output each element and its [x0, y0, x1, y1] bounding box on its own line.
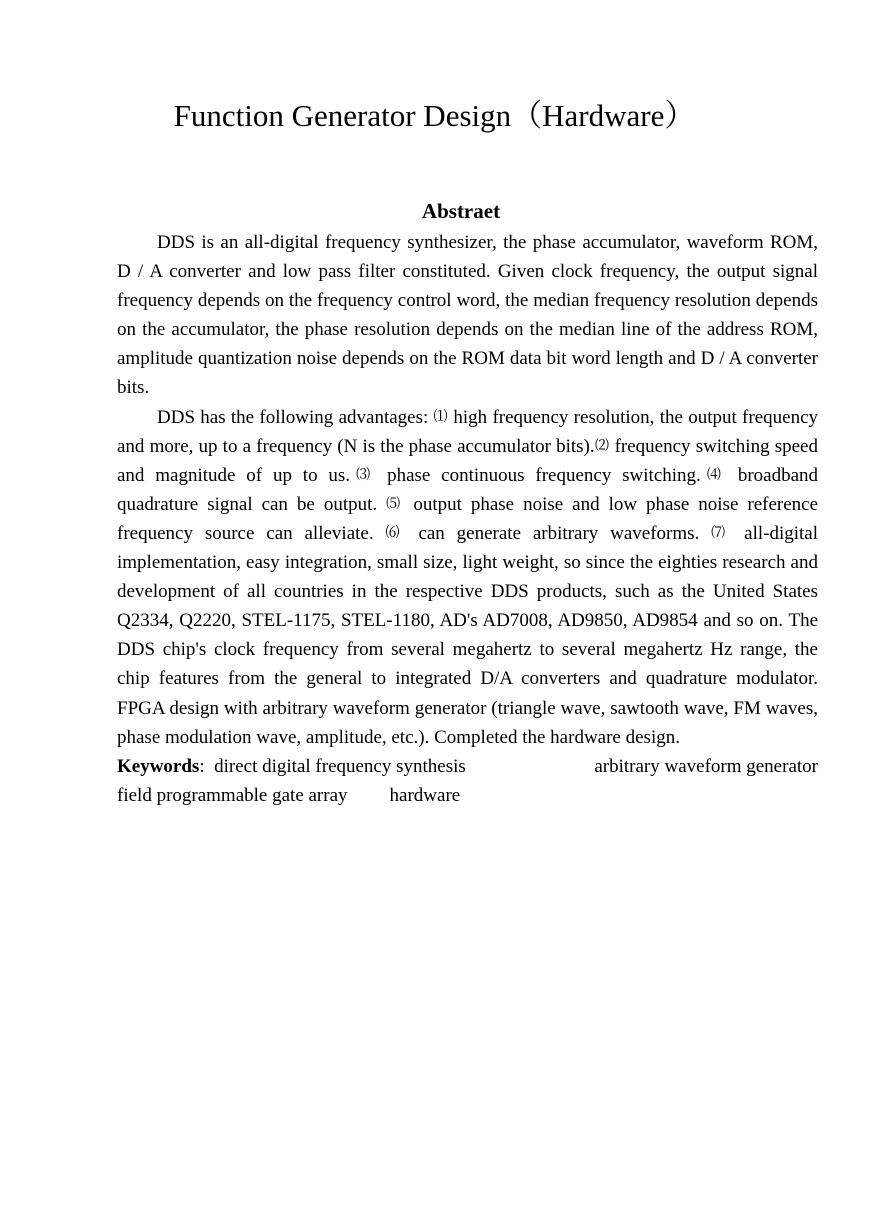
list-number: ⑺: [711, 525, 733, 541]
list-number: ⑶: [350, 467, 377, 483]
keywords-line-2: [117, 781, 818, 810]
paragraph-2-text: broadband quadrature signal can be output.: [117, 464, 819, 515]
document-title: Function Generator Design（Hardware）: [173, 98, 696, 133]
list-number: ⑵: [594, 438, 610, 454]
paragraph-2-text: frequency switching speed and magnitude of up to us.: [117, 435, 818, 486]
keywords-separator: :: [199, 755, 205, 777]
keyword-item: hardware: [389, 784, 461, 806]
abstract-paragraph-2: [117, 403, 818, 752]
list-number: ⑸: [386, 496, 405, 512]
list-number: ⑴: [433, 409, 449, 425]
abstract-paragraph-1: DDS is an all-digital frequency synthesizer, the phase accumulator, waveform ROM, D / A converter and low pass filter constituted. Given clock frequency, the output signal frequency depends on the frequency control word, the median frequency resolution depends on the accumulator, the phase resolution depends on the median line of the address ROM, amplitude quantization noise depends on the ROM data bit word length and D / A converter bits.: [117, 232, 818, 399]
keyword-item: arbitrary waveform generator: [594, 755, 818, 777]
paragraph-2-text: DDS has the following advantages:: [157, 406, 434, 428]
list-number: ⑹: [385, 525, 407, 541]
paragraph-2-text: phase continuous frequency switching.: [376, 464, 701, 486]
keywords-label: Keywords: [117, 755, 200, 777]
keywords-section: [117, 752, 818, 810]
keyword-item: field programmable gate array: [117, 784, 348, 806]
keyword-item: direct digital frequency synthesis: [214, 755, 466, 777]
abstract-body: [117, 228, 818, 810]
paragraph-2-text: output phase noise and low phase noise reference frequency source can alleviate.: [117, 493, 819, 544]
keywords-line-1: [117, 752, 818, 781]
paragraph-2-text: all-digital implementation, easy integration, small size, light weight, so since the eighties research and development of all countries in the respective DDS products, such as the United States Q2334, Q2220, STEL-1175, STEL-1180, AD's AD7008, AD9850, AD9854 and so on. The DDS chip's clock frequency from several megahertz to several megahertz Hz range, the chip features from the general to integrated D/A converters and quadrature modulator. FPGA design with arbitrary waveform generator (triangle wave, sawtooth wave, FM waves, phase modulation wave, amplitude, etc.). Completed the hardware design.: [117, 522, 819, 748]
paragraph-2-text: can generate arbitrary waveforms.: [406, 522, 712, 544]
abstract-heading: Abstraet: [421, 199, 501, 223]
paragraph-2-text: high frequency resolution, the output frequency and more, up to a frequency (N is the phase accumulator bits).: [117, 406, 819, 457]
list-number: ⑷: [700, 467, 727, 483]
